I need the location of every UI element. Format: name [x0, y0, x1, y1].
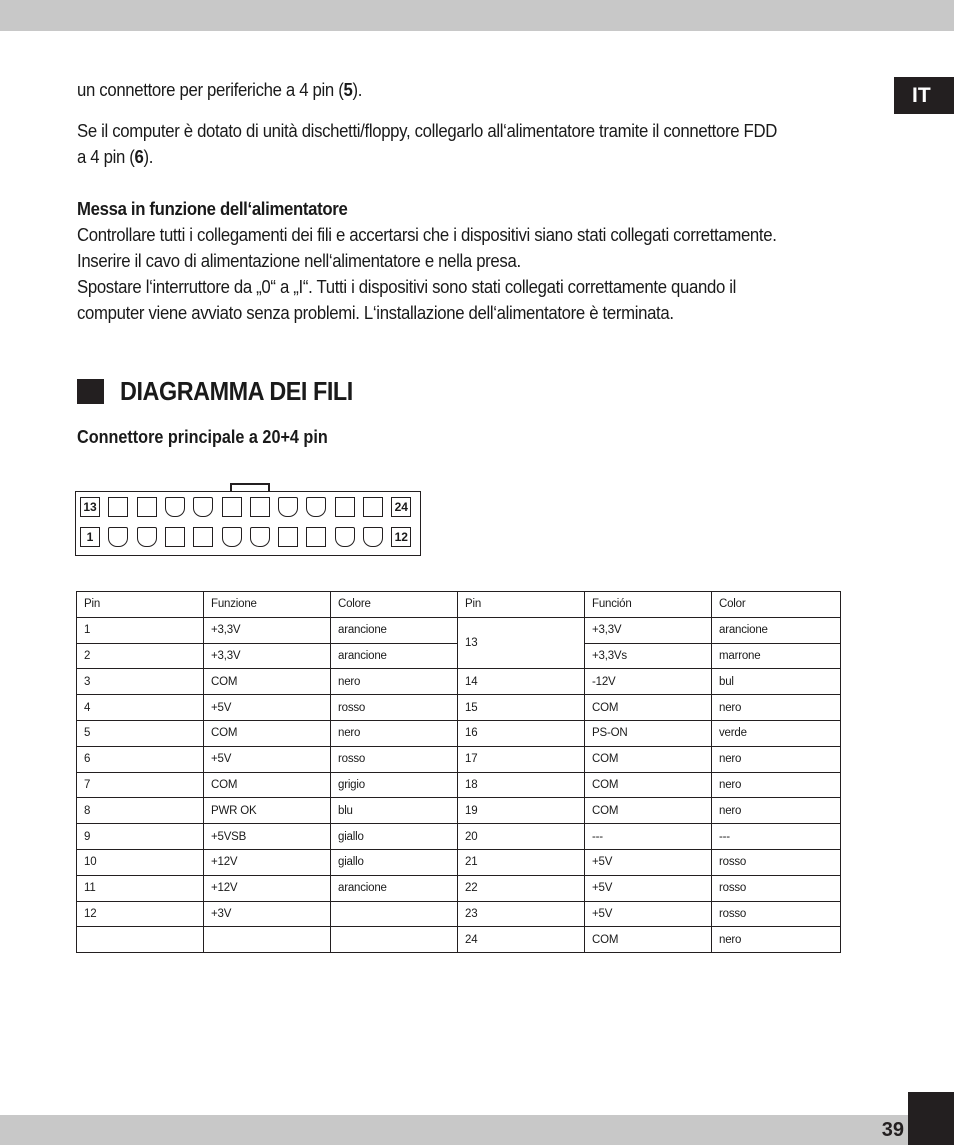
table-row: [77, 720, 841, 746]
pin-label: 1: [80, 527, 100, 547]
table-cell: rosso: [712, 901, 841, 927]
table-cell: [331, 901, 458, 927]
footer-bar: [0, 1115, 908, 1145]
startup-instructions-1: Controllare tutti i collegamenti dei fili e accertarsi che i dispositivi siano stati collegati correttamente. Inserire il cavo di alimentazione nell‘alimentatore e nella presa.: [77, 225, 777, 271]
table-cell: -12V: [585, 669, 712, 695]
table-cell: +5V: [585, 849, 712, 875]
top-row-pin: [306, 497, 326, 517]
language-tab: IT: [894, 77, 954, 114]
table-cell: rosso: [712, 875, 841, 901]
table-cell: nero: [712, 772, 841, 798]
table-cell: blu: [331, 798, 458, 824]
table-cell: 1: [77, 617, 204, 643]
table-cell: arancione: [331, 617, 458, 643]
table-cell: arancione: [331, 875, 458, 901]
table-cell: +12V: [204, 849, 331, 875]
table-row: [77, 695, 841, 721]
paragraph-floppy-connector: Se il computer è dotato di unità dischetti/floppy, collegarlo all‘alimentatore tramite il connettore FDD a 4 pin (6).: [77, 121, 777, 167]
table-cell: 2: [77, 643, 204, 669]
table-cell: +3V: [204, 901, 331, 927]
table-row: [77, 824, 841, 850]
bottom-row-pin: [363, 527, 383, 547]
column-header: Funzione: [204, 592, 331, 618]
table-cell: rosso: [712, 849, 841, 875]
table-cell: nero: [712, 746, 841, 772]
table-cell: 16: [458, 720, 585, 746]
table-cell: marrone: [712, 643, 841, 669]
column-header: Función: [585, 592, 712, 618]
table-cell: giallo: [331, 849, 458, 875]
table-cell: [77, 927, 204, 953]
table-cell: grigio: [331, 772, 458, 798]
table-cell: +3,3V: [204, 617, 331, 643]
table-row: [77, 927, 841, 953]
table-cell: 5: [77, 720, 204, 746]
top-row-pin: [108, 497, 128, 517]
header-bar: [0, 0, 954, 31]
table-cell: arancione: [331, 643, 458, 669]
bottom-row-pin: [165, 527, 185, 547]
table-cell: nero: [712, 695, 841, 721]
table-row: [77, 617, 841, 643]
table-cell: 13: [458, 617, 585, 669]
bottom-row-pin: [335, 527, 355, 547]
table-cell: +5V: [585, 875, 712, 901]
bottom-row-pin: [250, 527, 270, 547]
table-cell: 6: [77, 746, 204, 772]
table-cell: verde: [712, 720, 841, 746]
table-cell: 8: [77, 798, 204, 824]
startup-section: [77, 196, 784, 326]
table-cell: 7: [77, 772, 204, 798]
column-header: Pin: [77, 592, 204, 618]
bottom-row-pin: [108, 527, 128, 547]
table-cell: arancione: [712, 617, 841, 643]
table-cell: 23: [458, 901, 585, 927]
table-row: [77, 849, 841, 875]
table-cell: rosso: [331, 695, 458, 721]
table-cell: +3,3Vs: [585, 643, 712, 669]
bottom-row-pin: [278, 527, 298, 547]
connector-title: Connettore principale a 20+4 pin: [77, 427, 328, 447]
pin-table: [76, 591, 841, 953]
table-cell: nero: [331, 669, 458, 695]
table-row: [77, 669, 841, 695]
table-cell: COM: [585, 772, 712, 798]
table-cell: +5V: [585, 901, 712, 927]
table-cell: giallo: [331, 824, 458, 850]
table-cell: PS-ON: [585, 720, 712, 746]
table-cell: nero: [712, 798, 841, 824]
table-row: [77, 746, 841, 772]
top-row-pin: [363, 497, 383, 517]
connector-diagram: [75, 483, 421, 556]
top-row-pin: [278, 497, 298, 517]
table-cell: +3,3V: [204, 643, 331, 669]
bottom-row-pin: [193, 527, 213, 547]
pin-label: 13: [80, 497, 100, 517]
pin-label: 12: [391, 527, 411, 547]
section-marker: [77, 379, 104, 404]
top-row-pin: [137, 497, 157, 517]
table-cell: +5V: [204, 746, 331, 772]
table-row: [77, 798, 841, 824]
table-cell: COM: [585, 798, 712, 824]
table-cell: 4: [77, 695, 204, 721]
startup-instructions-2: Spostare l‘interruttore da „0“ a „I“. Tutti i dispositivi sono stati collegati correttamente quando il computer viene avviato senza problemi. L‘installazione dell‘alimentatore è terminata.: [77, 277, 737, 323]
table-cell: COM: [204, 772, 331, 798]
pin-label: 24: [391, 497, 411, 517]
top-row-pin: [165, 497, 185, 517]
table-cell: COM: [585, 695, 712, 721]
table-cell: 14: [458, 669, 585, 695]
connector-latch: [230, 483, 270, 491]
table-cell: COM: [204, 720, 331, 746]
table-cell: [204, 927, 331, 953]
top-row-pin: [250, 497, 270, 517]
table-cell: bul: [712, 669, 841, 695]
table-cell: ---: [585, 824, 712, 850]
table-cell: +3,3V: [585, 617, 712, 643]
table-cell: +12V: [204, 875, 331, 901]
table-cell: 15: [458, 695, 585, 721]
column-header: Colore: [331, 592, 458, 618]
table-cell: 11: [77, 875, 204, 901]
table-cell: 10: [77, 849, 204, 875]
bottom-row-pin: [137, 527, 157, 547]
table-cell: [331, 927, 458, 953]
column-header: Color: [712, 592, 841, 618]
table-cell: 20: [458, 824, 585, 850]
table-cell: 17: [458, 746, 585, 772]
table-cell: 22: [458, 875, 585, 901]
table-cell: 3: [77, 669, 204, 695]
bottom-row-pin: [306, 527, 326, 547]
table-cell: rosso: [331, 746, 458, 772]
table-row: [77, 875, 841, 901]
column-header: Pin: [458, 592, 585, 618]
table-cell: +5V: [204, 695, 331, 721]
table-cell: 21: [458, 849, 585, 875]
startup-heading: Messa in funzione dell‘alimentatore: [77, 199, 348, 219]
table-cell: 24: [458, 927, 585, 953]
paragraph-peripheral-connector: un connettore per periferiche a 4 pin (5).: [77, 80, 363, 100]
page-number-tab: [908, 1092, 954, 1145]
table-cell: nero: [712, 927, 841, 953]
table-cell: COM: [204, 669, 331, 695]
table-cell: COM: [585, 746, 712, 772]
table-cell: PWR OK: [204, 798, 331, 824]
table-cell: 9: [77, 824, 204, 850]
table-header-row: [77, 592, 841, 618]
page-number: 39: [881, 1119, 904, 1141]
table-cell: COM: [585, 927, 712, 953]
table-row: [77, 901, 841, 927]
top-row-pin: [193, 497, 213, 517]
table-cell: nero: [331, 720, 458, 746]
top-row-pin: [335, 497, 355, 517]
table-cell: +5VSB: [204, 824, 331, 850]
table-cell: 18: [458, 772, 585, 798]
table-cell: ---: [712, 824, 841, 850]
table-cell: 12: [77, 901, 204, 927]
top-row-pin: [222, 497, 242, 517]
table-row: [77, 772, 841, 798]
section-title: DIAGRAMMA DEI FILI: [120, 376, 353, 406]
bottom-row-pin: [222, 527, 242, 547]
table-cell: 19: [458, 798, 585, 824]
